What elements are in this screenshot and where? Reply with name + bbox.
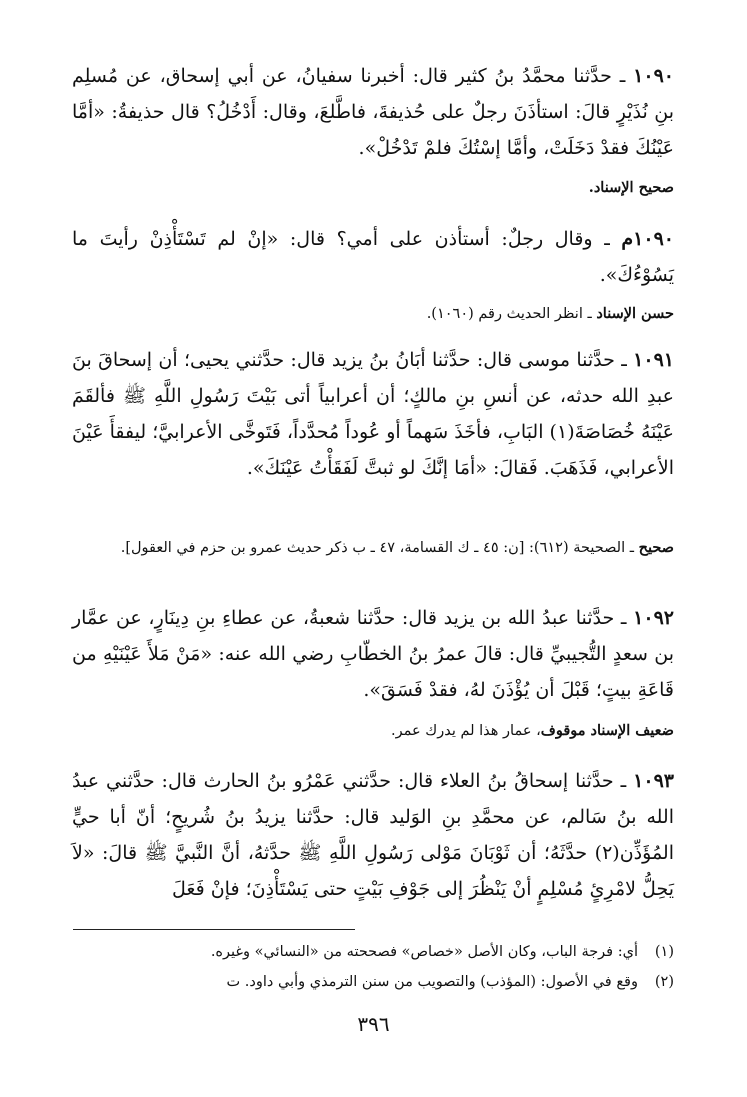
hadith-number: ١٠٩١ (633, 349, 674, 371)
grade-note: ـ الصحيحة (٦١٢): [ن: ٤٥ ـ ك القسامة، ٤٧ ـ ب ذكر حديث عمرو بن حزم في العقول]. (120, 540, 639, 556)
hadith-text: ـ حدَّثنا محمَّدُ بنُ كثير قال: أخبرنا سفيانُ، عن أبي إسحاق، عن مُسلِم بنِ نُذَيْرٍ قالَ: استأذَنَ رجلٌ على حُذيفةَ، فاطَّلعَ، وقال: أَدْخُلُ؟ قال حذيفةُ: «أمَّا عَيْنُكَ فقدْ دَخَلَتْ، وأمَّا إسْتُكَ فلمْ تَدْخُلْ». (72, 65, 674, 159)
grade-note: ، عمار هذا لم يدرك عمر. (391, 723, 541, 739)
grade-1090 (72, 176, 674, 200)
hadith-1091 (72, 342, 674, 486)
hadith-text: ـ حدَّثنا موسى قال: حدَّثنا أبَانُ بنُ يزيد قال: حدَّثني يحيى؛ أن إسحاقَ بنَ عبدِ الله حدثه، عن أنسِ بنِ مالكٍ؛ أن أعرابياً أتى بَيْتَ رَسُولِ اللَّهِ ﷺ فألقَمَ عَيْنَهُ خُصَاصَةَ(١) البَابِ، فأخَذَ سَهماً أو عُوداً مُحدَّداً، فَتَوخَّى الأعرابيَّ؛ ليفقأَ عَيْنَ الأعرابي، فَذَهَبَ. فَقالَ: «أمَا إنَّكَ لو ثبتَّ لَفَقَأْتُ عَيْنَكَ». (72, 349, 674, 479)
grade-label: صحيح الإسناد. (588, 179, 674, 196)
grade-1091 (72, 536, 674, 560)
hadith-text: ـ وقال رجلٌ: أستأذن على أمي؟ قال: «إنْ لم تَسْتَأْذِنْ رأيتَ ما يَسُوْءُكَ». (72, 228, 674, 286)
grade-note: ـ انظر الحديث رقم (١٠٦٠). (426, 306, 597, 322)
footnote-text: وقع في الأصول: (المؤذب) والتصويب من سنن الترمذي وأبي داود. ت (226, 974, 638, 990)
grade-1090m (72, 302, 674, 326)
hadith-1092 (72, 600, 674, 708)
footnote-1 (72, 942, 674, 962)
hadith-1090m (72, 221, 674, 293)
page-number: ٣٩٦ (357, 1012, 390, 1036)
footnote-text: أي: فرجة الباب، وكان الأصل «خصاص» فصححته من «النسائي» وغيره. (210, 944, 638, 960)
grade-label: حسن الإسناد (596, 305, 674, 322)
hadith-number: ١٠٩٢ (633, 607, 674, 629)
grade-label: ضعيف الإسناد موقوف (540, 722, 674, 739)
hadith-text: ـ حدَّثنا إسحاقُ بنُ العلاء قال: حدَّثني عَمْرُو بنُ الحارث قال: حدَّثني عبدُ الله بنُ سَالم، عن محمَّدِ بنِ الوَليد قال: حدَّثنا يزيدُ بنُ شُريحٍ؛ أنّ أبا حيٍّ المُؤَذِّن(٢) حدَّثَهُ؛ أن ثَوْبَانَ مَوْلى رَسُولِ اللَّهِ ﷺ حدَّثهُ، أنَّ النَّبيَّ ﷺ قالَ: «لاَ يَحِلُّ لامْرِئٍ مُسْلِمٍ أنْ يَنْظُرَ إلى جَوْفِ بَيْتٍ حتى يَسْتَأْذِنَ؛ فإنْ فَعَلَ (72, 770, 674, 900)
footnote-marker: (٢) (654, 974, 674, 990)
grade-1092 (72, 719, 674, 743)
hadith-1093 (72, 763, 674, 907)
hadith-text: ـ حدَّثنا عبدُ الله بن يزيد قال: حدَّثنا شعبةُ، عن عطاءِ بنِ دِينَارٍ، عن عمَّار بن سعدٍ التُّجيبيِّ قال: قالَ عمرُ بنُ الخطّابِ رضي الله عنه: «مَنْ مَلأَ عَيْنَيْهِ من قَاعَةِ بيتٍ؛ قَبْلَ أن يُؤْذَنَ لهُ، فقدْ فَسَقَ». (72, 607, 674, 701)
hadith-number: ١٠٩٠ (633, 65, 674, 87)
hadith-number: ١٠٩٠م (621, 228, 674, 250)
footnote-marker: (١) (654, 944, 674, 960)
hadith-1090 (72, 58, 674, 166)
grade-label: صحيح (638, 539, 674, 556)
footnote-divider (73, 929, 355, 930)
hadith-number: ١٠٩٣ (633, 770, 674, 792)
footnote-2 (72, 972, 674, 992)
